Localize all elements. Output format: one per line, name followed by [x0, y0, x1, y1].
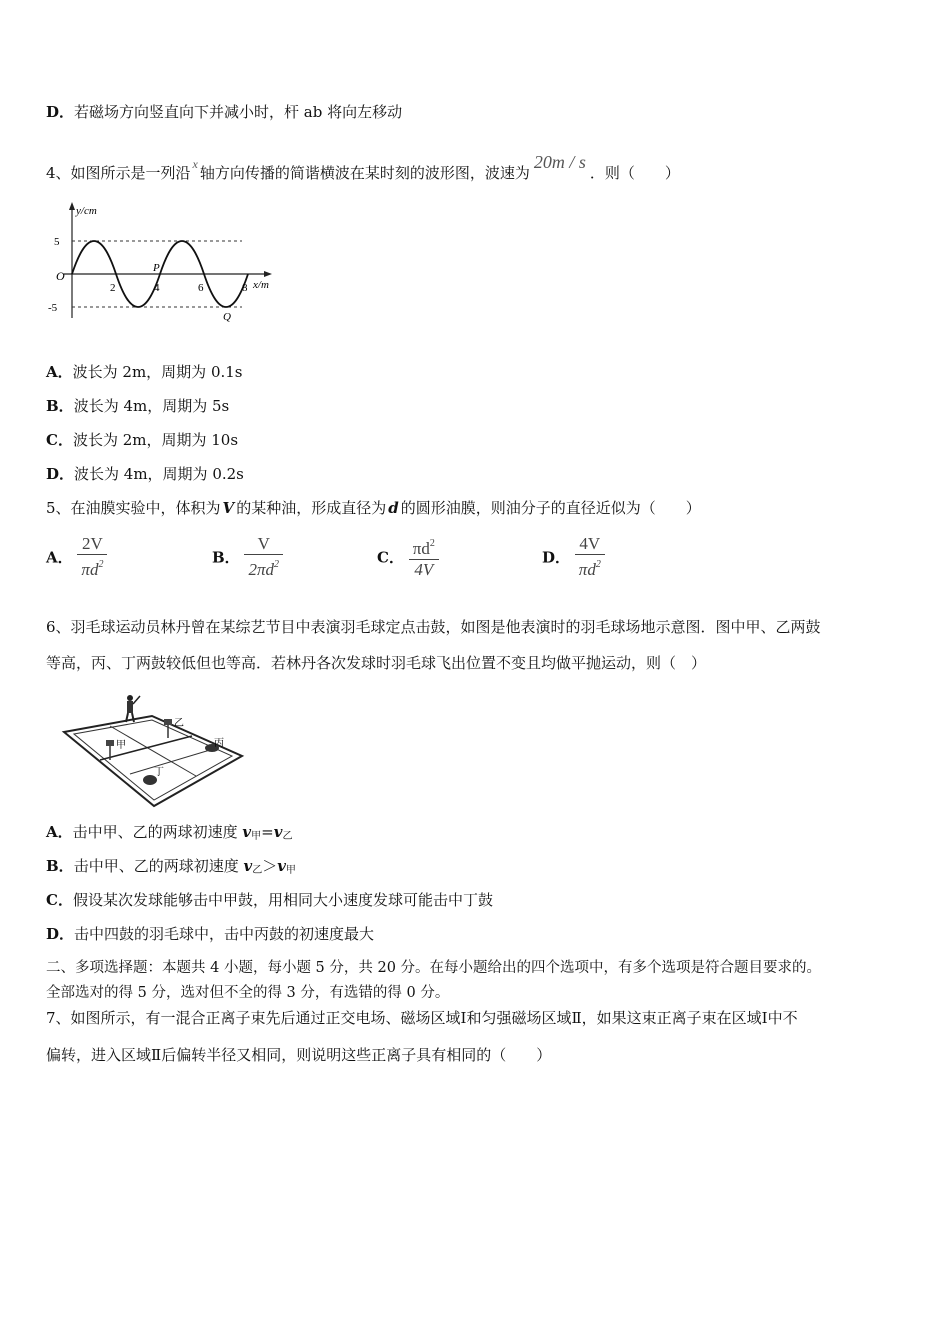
q5-option-b	[212, 534, 283, 584]
q5-stem-text-3: 的圆形油膜，则油分子的直径近似为（ ）	[400, 499, 701, 517]
denominator-text: 2πd	[248, 560, 274, 579]
option-label: C．	[46, 431, 73, 449]
exponent: 2	[98, 559, 104, 570]
option-text: 若磁场方向竖直向下并减小时，杆 ab 将向左移动	[74, 103, 403, 121]
denominator-text: πd	[81, 560, 99, 579]
fraction	[244, 534, 283, 580]
exponent: 2	[429, 538, 435, 549]
fraction-numerator: V	[244, 534, 283, 555]
velocity-subscript: 乙	[282, 831, 293, 842]
origin-label: O	[56, 269, 65, 283]
exponent: 2	[595, 559, 601, 570]
drum-yi-label: 乙	[174, 718, 184, 729]
q4-axis-var: x	[192, 157, 198, 171]
q4-option-c	[46, 430, 238, 450]
fraction-denominator	[77, 555, 107, 580]
fraction-denominator	[575, 555, 605, 580]
y-axis-arrow	[69, 202, 75, 210]
option-label: A．	[46, 548, 73, 567]
q6-option-b	[46, 856, 296, 881]
q7-stem-line-1: 7、如图所示，有一混合正离子束先后通过正交电场、磁场区域Ⅰ和匀强磁场区域Ⅱ，如果这束正离子束在区域Ⅰ中不	[46, 1009, 798, 1027]
option-label: C．	[46, 891, 73, 909]
q5-var-d: d	[388, 499, 399, 517]
exponent: 2	[274, 559, 279, 570]
option-text: 波长为 4m，周期为 5s	[73, 397, 230, 415]
q7-stem-line-2: 偏转，进入区域Ⅱ后偏转半径又相同，则说明这些正离子具有相同的（ ）	[46, 1046, 552, 1064]
drum-jia-label: 甲	[116, 740, 126, 751]
velocity-symbol: v	[273, 823, 283, 841]
point-q-label: Q	[223, 311, 231, 323]
q4-speed: 20m / s	[533, 152, 586, 172]
numerator-text: πd	[412, 539, 430, 558]
y-axis-label: y/cm	[76, 205, 97, 217]
denominator-text: πd	[578, 560, 596, 579]
option-text: 假设某次发球能够击中甲鼓，用相同大小速度发球可能击中丁鼓	[72, 891, 493, 909]
velocity-subscript: 乙	[252, 865, 263, 876]
q4-stem-text-1: 4、如图所示是一列沿	[46, 164, 191, 182]
q4-wave-figure	[46, 198, 286, 326]
option-text: 波长为 4m，周期为 0.2s	[74, 465, 244, 483]
court-net-line	[100, 736, 192, 760]
option-label: B．	[46, 857, 74, 875]
point-p-label: P	[153, 262, 160, 274]
court-outline	[64, 716, 242, 806]
q4-stem-text-2: 轴方向传播的简谐横波在某时刻的波形图，波速为	[199, 164, 530, 182]
velocity-subscript: 甲	[285, 865, 296, 876]
option-label: C．	[377, 548, 404, 567]
operator: =	[261, 823, 274, 841]
q4-option-a	[46, 362, 243, 382]
q4-stem	[46, 152, 680, 183]
option-label: A．	[46, 363, 73, 381]
velocity-symbol: v	[243, 857, 253, 875]
option-label: D．	[46, 925, 75, 943]
q4-option-b	[46, 396, 229, 416]
option-label: D．	[46, 103, 75, 121]
section-2-line-1: 二、多项选择题：本题共 4 小题，每小题 5 分，共 20 分。在每小题给出的四个选项中，有多个选项是符合题目要求的。	[46, 960, 822, 976]
q3-option-d	[46, 102, 402, 122]
option-label: B．	[46, 397, 74, 415]
velocity-symbol: v	[242, 823, 252, 841]
y-tick-bottom: -5	[48, 302, 58, 314]
q5-stem-text-1: 5、在油膜实验中，体积为	[46, 499, 221, 517]
option-label: D．	[46, 465, 75, 483]
q5-option-a	[46, 534, 107, 584]
q5-stem-text-2: 的某种油，形成直径为	[236, 499, 387, 517]
fraction	[575, 534, 605, 580]
q4-stem-text-3: ．则（ ）	[589, 164, 680, 182]
q6-court-figure	[60, 686, 245, 812]
fraction-numerator: 4V	[575, 534, 605, 555]
q6-option-c	[46, 890, 493, 910]
fraction-denominator: 4V	[414, 560, 434, 579]
fraction-denominator	[244, 555, 283, 580]
q5-stem	[46, 498, 701, 518]
fraction	[77, 534, 107, 580]
drum-ding-label: 丁	[154, 767, 164, 778]
q5-option-c	[377, 534, 439, 584]
option-label: B．	[212, 548, 240, 567]
x-tick-2: 2	[110, 282, 116, 294]
fraction-numerator: 2V	[77, 534, 107, 555]
operator: ＞	[262, 857, 278, 875]
q6-option-a	[46, 822, 292, 847]
court-service-line	[130, 750, 210, 774]
q5-option-d	[542, 534, 605, 584]
x-tick-4: 4	[154, 282, 160, 294]
option-text: 击中甲、乙的两球初速度	[72, 823, 243, 841]
q5-var-v: V	[222, 499, 235, 517]
x-tick-8: 8	[242, 282, 248, 294]
option-text: 击中四鼓的羽毛球中，击中丙鼓的初速度最大	[74, 925, 375, 943]
option-text: 波长为 2m，周期为 10s	[72, 431, 239, 449]
velocity-subscript: 甲	[251, 831, 262, 842]
q6-stem-line-2: 等高，丙、丁两鼓较低但也等高．若林丹各次发球时羽毛球飞出位置不变且均做平抛运动，则（ ）	[46, 654, 707, 672]
fraction-numerator	[409, 534, 439, 560]
fraction	[409, 534, 439, 580]
drum-bing-label: 丙	[214, 738, 224, 749]
q6-option-d	[46, 924, 374, 944]
q4-option-d	[46, 464, 244, 484]
option-label: D．	[542, 548, 571, 567]
option-text: 波长为 2m，周期为 0.1s	[72, 363, 243, 381]
x-tick-6: 6	[198, 282, 204, 294]
velocity-symbol: v	[277, 857, 286, 875]
q6-stem-line-1: 6、羽毛球运动员林丹曾在某综艺节目中表演羽毛球定点击鼓，如图是他表演时的羽毛球场地示意图．图中甲、乙两鼓	[46, 618, 821, 636]
option-text: 击中甲、乙的两球初速度	[73, 857, 244, 875]
x-axis-label: x/m	[253, 279, 269, 291]
section-2-line-2: 全部选对的得 5 分，选对但不全的得 3 分，有选错的得 0 分。	[46, 985, 450, 1001]
y-tick-top: 5	[54, 236, 60, 248]
option-label: A．	[46, 823, 73, 841]
x-axis-arrow	[264, 271, 272, 277]
